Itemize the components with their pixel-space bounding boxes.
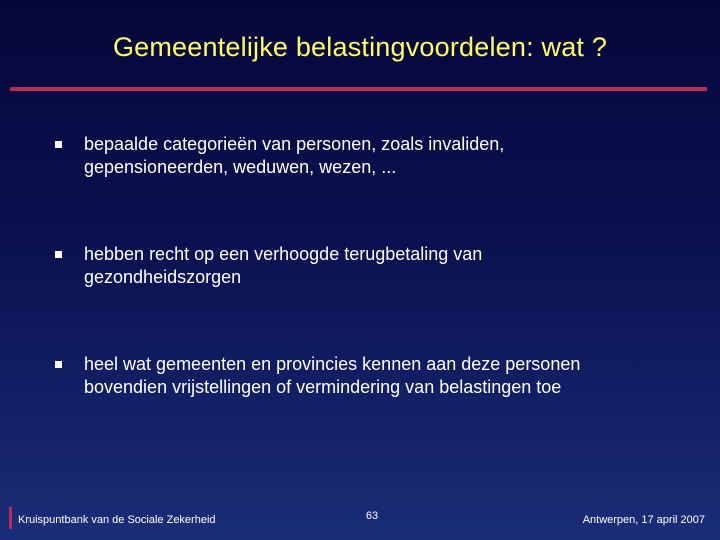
bullet-item xyxy=(54,133,694,179)
bullet-line: bovendien vrijstellingen of vermindering van belastingen toe xyxy=(84,377,562,397)
bullet-line: heel wat gemeenten en provincies kennen aan deze personen xyxy=(84,354,581,374)
bullet-item xyxy=(54,353,694,399)
title-divider xyxy=(10,87,707,91)
page-number: 63 xyxy=(365,510,379,522)
square-bullet-icon xyxy=(55,141,62,148)
square-bullet-icon xyxy=(55,251,62,258)
bullet-item xyxy=(54,243,694,289)
footer-organization: Kruispuntbank van de Sociale Zekerheid xyxy=(18,514,216,526)
bullet-line: bepaalde categorieën van personen, zoals invaliden, xyxy=(84,134,505,154)
footer-date: Antwerpen, 17 april 2007 xyxy=(582,514,705,526)
slide-title: Gemeentelijke belastingvoordelen: wat ? xyxy=(112,32,608,62)
bullet-line: hebben recht op een verhoogde terugbetaling van xyxy=(84,244,483,264)
bullet-line: gepensioneerden, weduwen, wezen, ... xyxy=(84,157,397,177)
footer-accent-bar xyxy=(9,507,12,529)
square-bullet-icon xyxy=(55,361,62,368)
bullet-line: gezondheidszorgen xyxy=(84,267,242,287)
